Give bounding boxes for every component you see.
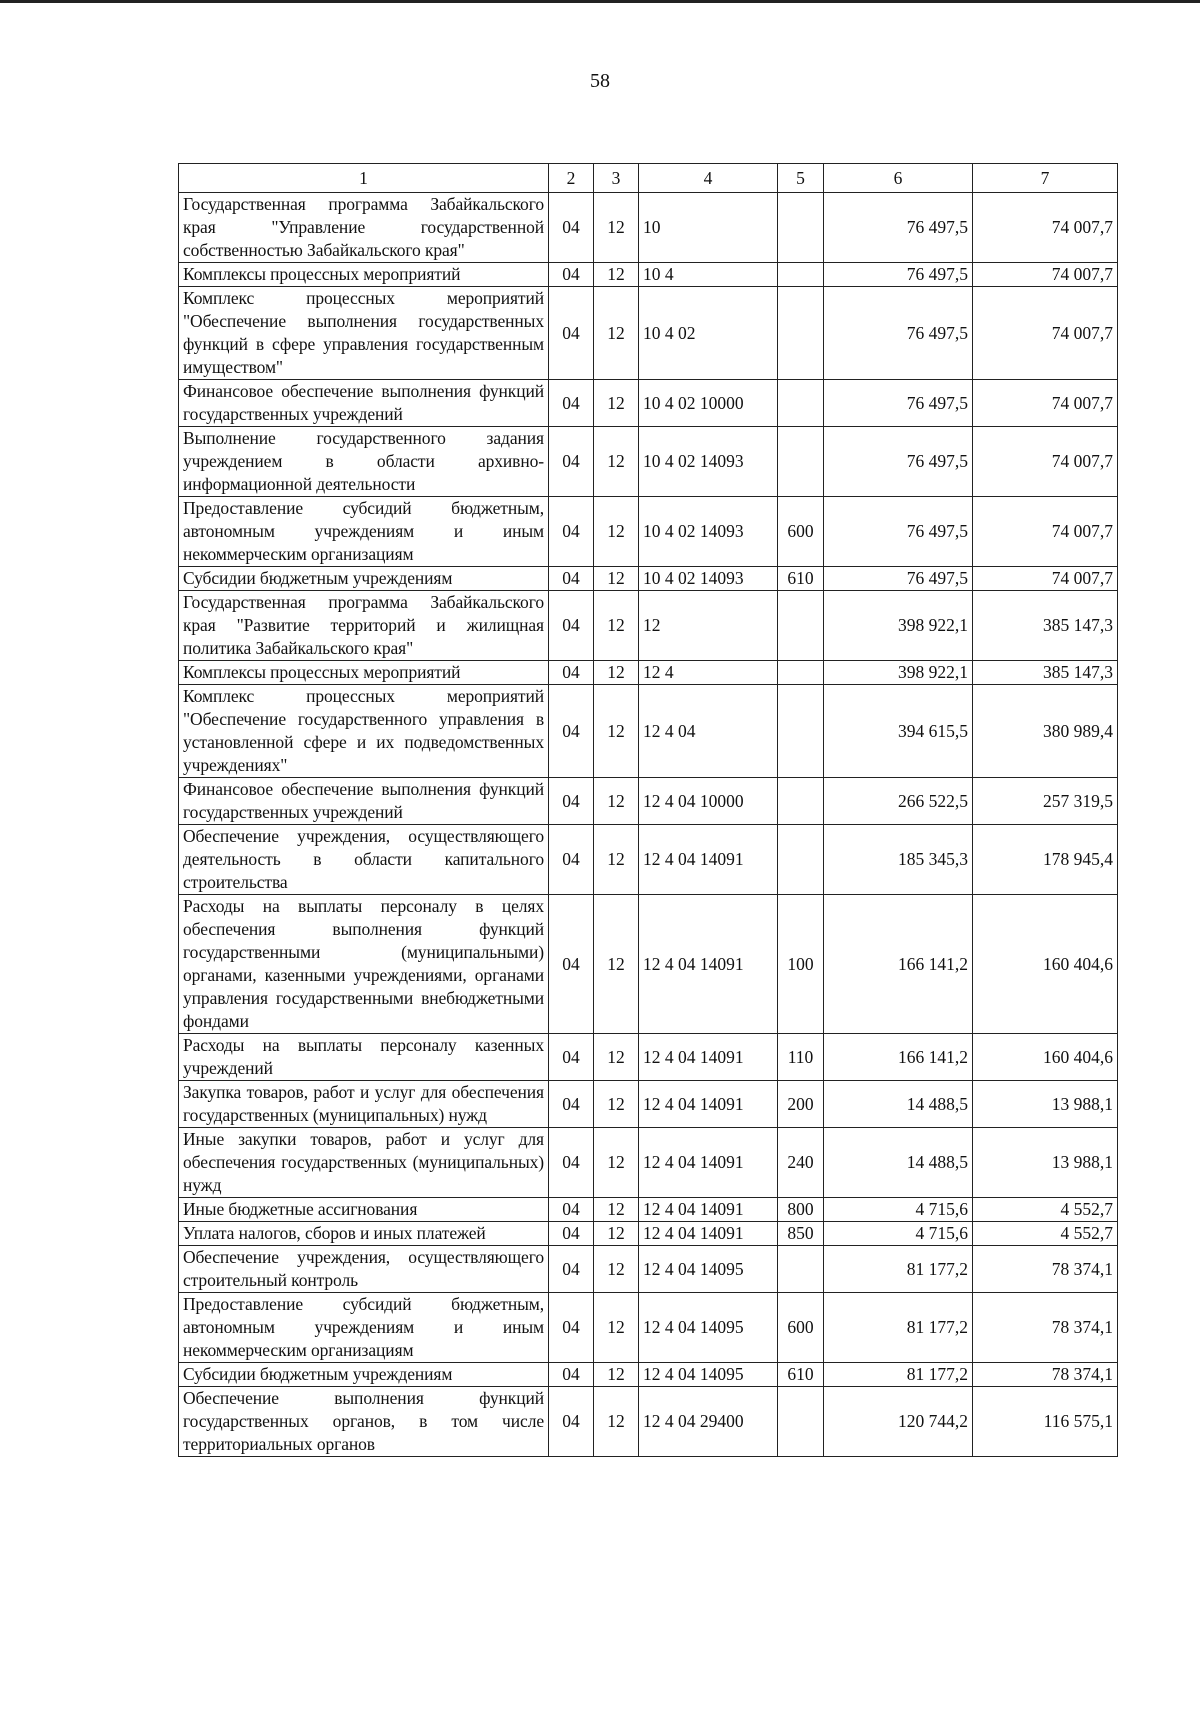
cell-name: Уплата налогов, сборов и иных платежей [179, 1222, 549, 1246]
table-row [179, 661, 1118, 685]
cell-amount-year2: 257 319,5 [973, 778, 1118, 825]
cell-amount-year1: 4 715,6 [824, 1198, 973, 1222]
table-row [179, 287, 1118, 380]
table-row [179, 1128, 1118, 1198]
cell-name: Государственная программа Забайкальского края "Развитие территорий и жилищная политика Забайкальского края" [179, 591, 549, 661]
cell-expense-type: 110 [778, 1034, 824, 1081]
cell-subsection: 12 [594, 1246, 639, 1293]
cell-section: 04 [549, 1034, 594, 1081]
cell-name: Иные закупки товаров, работ и услуг для обеспечения государственных (муниципальных) нужд [179, 1128, 549, 1198]
cell-amount-year1: 76 497,5 [824, 263, 973, 287]
cell-expense-type [778, 661, 824, 685]
table-row [179, 685, 1118, 778]
cell-subsection: 12 [594, 1293, 639, 1363]
cell-section: 04 [549, 778, 594, 825]
table-body [179, 193, 1118, 1457]
cell-section: 04 [549, 1293, 594, 1363]
cell-amount-year1: 76 497,5 [824, 380, 973, 427]
cell-subsection: 12 [594, 427, 639, 497]
cell-amount-year2: 4 552,7 [973, 1222, 1118, 1246]
cell-subsection: 12 [594, 778, 639, 825]
cell-subsection: 12 [594, 567, 639, 591]
cell-amount-year2: 74 007,7 [973, 427, 1118, 497]
cell-section: 04 [549, 1246, 594, 1293]
cell-amount-year1: 76 497,5 [824, 193, 973, 263]
table-row [179, 591, 1118, 661]
cell-name: Государственная программа Забайкальского края "Управление государственной собственностью Забайкальского края" [179, 193, 549, 263]
cell-subsection: 12 [594, 1387, 639, 1457]
cell-name: Субсидии бюджетным учреждениям [179, 1363, 549, 1387]
cell-amount-year2: 160 404,6 [973, 895, 1118, 1034]
cell-expense-type: 800 [778, 1198, 824, 1222]
cell-subsection: 12 [594, 661, 639, 685]
top-rule [0, 0, 1200, 3]
cell-section: 04 [549, 1387, 594, 1457]
cell-expense-type [778, 263, 824, 287]
cell-name: Комплексы процессных мероприятий [179, 263, 549, 287]
cell-subsection: 12 [594, 497, 639, 567]
cell-name: Субсидии бюджетным учреждениям [179, 567, 549, 591]
cell-subsection: 12 [594, 1034, 639, 1081]
cell-section: 04 [549, 591, 594, 661]
cell-section: 04 [549, 287, 594, 380]
cell-target-article: 12 4 04 29400 [639, 1387, 778, 1457]
cell-target-article: 12 4 04 14091 [639, 895, 778, 1034]
cell-section: 04 [549, 263, 594, 287]
cell-name: Расходы на выплаты персоналу казенных учреждений [179, 1034, 549, 1081]
budget-table [178, 163, 1118, 1457]
cell-target-article: 12 4 04 14095 [639, 1363, 778, 1387]
cell-subsection: 12 [594, 895, 639, 1034]
cell-section: 04 [549, 661, 594, 685]
cell-amount-year2: 74 007,7 [973, 193, 1118, 263]
cell-amount-year1: 398 922,1 [824, 591, 973, 661]
cell-expense-type: 100 [778, 895, 824, 1034]
cell-name: Иные бюджетные ассигнования [179, 1198, 549, 1222]
cell-expense-type: 200 [778, 1081, 824, 1128]
cell-subsection: 12 [594, 685, 639, 778]
cell-target-article: 12 4 04 14091 [639, 1081, 778, 1128]
cell-subsection: 12 [594, 287, 639, 380]
cell-target-article: 12 4 04 14091 [639, 1034, 778, 1081]
cell-expense-type: 610 [778, 567, 824, 591]
cell-target-article: 12 4 04 14091 [639, 1198, 778, 1222]
cell-amount-year1: 76 497,5 [824, 497, 973, 567]
cell-expense-type [778, 193, 824, 263]
cell-name: Комплекс процессных мероприятий "Обеспечение государственного управления в установленной сфере и их подведомственных учреждениях" [179, 685, 549, 778]
table-row [179, 263, 1118, 287]
table-row [179, 1246, 1118, 1293]
cell-amount-year2: 13 988,1 [973, 1128, 1118, 1198]
cell-name: Предоставление субсидий бюджетным, автономным учреждениям и иным некоммерческим организациям [179, 1293, 549, 1363]
cell-section: 04 [549, 1128, 594, 1198]
cell-target-article: 12 4 04 [639, 685, 778, 778]
cell-amount-year2: 78 374,1 [973, 1246, 1118, 1293]
cell-name: Комплекс процессных мероприятий "Обеспечение выполнения государственных функций в сфере управления государственным имуществом" [179, 287, 549, 380]
header-col-2: 2 [549, 164, 594, 193]
cell-section: 04 [549, 1222, 594, 1246]
table-row [179, 1198, 1118, 1222]
cell-name: Обеспечение учреждения, осуществляющего деятельность в области капитального строительства [179, 825, 549, 895]
cell-amount-year2: 4 552,7 [973, 1198, 1118, 1222]
cell-amount-year1: 76 497,5 [824, 287, 973, 380]
cell-amount-year2: 13 988,1 [973, 1081, 1118, 1128]
table-row [179, 1363, 1118, 1387]
table-row [179, 895, 1118, 1034]
cell-amount-year2: 385 147,3 [973, 661, 1118, 685]
cell-target-article: 10 4 02 10000 [639, 380, 778, 427]
table-row [179, 1387, 1118, 1457]
cell-amount-year2: 160 404,6 [973, 1034, 1118, 1081]
cell-subsection: 12 [594, 263, 639, 287]
cell-expense-type: 240 [778, 1128, 824, 1198]
cell-section: 04 [549, 895, 594, 1034]
table-row [179, 193, 1118, 263]
cell-section: 04 [549, 497, 594, 567]
cell-subsection: 12 [594, 825, 639, 895]
table-header [179, 164, 1118, 193]
cell-expense-type [778, 427, 824, 497]
cell-amount-year2: 74 007,7 [973, 567, 1118, 591]
cell-name: Расходы на выплаты персоналу в целях обеспечения выполнения функций государственными (муниципальными) органами, казенными учреждениями, органами управления государственными внебюджетными фондами [179, 895, 549, 1034]
cell-expense-type [778, 1246, 824, 1293]
cell-expense-type: 600 [778, 1293, 824, 1363]
cell-target-article: 12 4 04 14091 [639, 1222, 778, 1246]
cell-amount-year1: 81 177,2 [824, 1246, 973, 1293]
cell-section: 04 [549, 193, 594, 263]
cell-amount-year2: 74 007,7 [973, 263, 1118, 287]
cell-target-article: 10 4 02 14093 [639, 497, 778, 567]
cell-amount-year1: 81 177,2 [824, 1363, 973, 1387]
cell-expense-type [778, 778, 824, 825]
cell-expense-type [778, 825, 824, 895]
cell-amount-year1: 398 922,1 [824, 661, 973, 685]
cell-subsection: 12 [594, 193, 639, 263]
cell-name: Выполнение государственного задания учреждением в области архивно-информационной деятельности [179, 427, 549, 497]
cell-subsection: 12 [594, 1363, 639, 1387]
cell-target-article: 12 4 04 14095 [639, 1246, 778, 1293]
cell-amount-year2: 116 575,1 [973, 1387, 1118, 1457]
header-col-3: 3 [594, 164, 639, 193]
cell-subsection: 12 [594, 1128, 639, 1198]
cell-target-article: 10 4 02 14093 [639, 427, 778, 497]
cell-subsection: 12 [594, 1198, 639, 1222]
header-col-1: 1 [179, 164, 549, 193]
cell-name: Комплексы процессных мероприятий [179, 661, 549, 685]
cell-amount-year2: 74 007,7 [973, 380, 1118, 427]
cell-amount-year2: 78 374,1 [973, 1363, 1118, 1387]
cell-expense-type: 600 [778, 497, 824, 567]
cell-section: 04 [549, 380, 594, 427]
cell-section: 04 [549, 567, 594, 591]
cell-expense-type [778, 685, 824, 778]
cell-section: 04 [549, 685, 594, 778]
cell-amount-year1: 394 615,5 [824, 685, 973, 778]
cell-target-article: 10 4 [639, 263, 778, 287]
cell-amount-year2: 380 989,4 [973, 685, 1118, 778]
header-row [179, 164, 1118, 193]
cell-target-article: 10 4 02 [639, 287, 778, 380]
cell-name: Обеспечение учреждения, осуществляющего строительный контроль [179, 1246, 549, 1293]
table-row [179, 497, 1118, 567]
cell-expense-type [778, 1387, 824, 1457]
cell-amount-year1: 14 488,5 [824, 1128, 973, 1198]
page-number: 58 [590, 70, 610, 92]
cell-expense-type [778, 380, 824, 427]
cell-amount-year1: 76 497,5 [824, 567, 973, 591]
cell-amount-year2: 74 007,7 [973, 287, 1118, 380]
cell-section: 04 [549, 825, 594, 895]
cell-section: 04 [549, 1198, 594, 1222]
cell-amount-year1: 166 141,2 [824, 895, 973, 1034]
cell-amount-year2: 385 147,3 [973, 591, 1118, 661]
cell-expense-type [778, 287, 824, 380]
cell-expense-type [778, 591, 824, 661]
cell-target-article: 12 4 04 14095 [639, 1293, 778, 1363]
header-col-4: 4 [639, 164, 778, 193]
cell-target-article: 12 4 04 14091 [639, 825, 778, 895]
cell-amount-year1: 266 522,5 [824, 778, 973, 825]
cell-amount-year1: 4 715,6 [824, 1222, 973, 1246]
table-row [179, 1222, 1118, 1246]
cell-subsection: 12 [594, 1081, 639, 1128]
cell-name: Финансовое обеспечение выполнения функций государственных учреждений [179, 778, 549, 825]
table-row [179, 1081, 1118, 1128]
table-row [179, 380, 1118, 427]
cell-section: 04 [549, 1363, 594, 1387]
header-col-7: 7 [973, 164, 1118, 193]
cell-amount-year2: 74 007,7 [973, 497, 1118, 567]
table-row [179, 1293, 1118, 1363]
cell-amount-year1: 76 497,5 [824, 427, 973, 497]
cell-name: Предоставление субсидий бюджетным, автономным учреждениям и иным некоммерческим организациям [179, 497, 549, 567]
cell-target-article: 12 4 04 10000 [639, 778, 778, 825]
table-row [179, 567, 1118, 591]
cell-target-article: 10 [639, 193, 778, 263]
cell-amount-year1: 185 345,3 [824, 825, 973, 895]
cell-target-article: 10 4 02 14093 [639, 567, 778, 591]
cell-expense-type: 850 [778, 1222, 824, 1246]
cell-amount-year1: 120 744,2 [824, 1387, 973, 1457]
cell-amount-year1: 14 488,5 [824, 1081, 973, 1128]
cell-amount-year2: 178 945,4 [973, 825, 1118, 895]
cell-amount-year2: 78 374,1 [973, 1293, 1118, 1363]
table-row [179, 825, 1118, 895]
table-row [179, 1034, 1118, 1081]
cell-name: Закупка товаров, работ и услуг для обеспечения государственных (муниципальных) нужд [179, 1081, 549, 1128]
cell-name: Обеспечение выполнения функций государственных органов, в том числе территориальных органов [179, 1387, 549, 1457]
cell-subsection: 12 [594, 1222, 639, 1246]
table-row [179, 427, 1118, 497]
cell-amount-year1: 166 141,2 [824, 1034, 973, 1081]
cell-amount-year1: 81 177,2 [824, 1293, 973, 1363]
cell-name: Финансовое обеспечение выполнения функций государственных учреждений [179, 380, 549, 427]
cell-section: 04 [549, 427, 594, 497]
cell-subsection: 12 [594, 591, 639, 661]
header-col-6: 6 [824, 164, 973, 193]
cell-section: 04 [549, 1081, 594, 1128]
table-row [179, 778, 1118, 825]
cell-target-article: 12 4 04 14091 [639, 1128, 778, 1198]
cell-target-article: 12 4 [639, 661, 778, 685]
header-col-5: 5 [778, 164, 824, 193]
cell-expense-type: 610 [778, 1363, 824, 1387]
cell-target-article: 12 [639, 591, 778, 661]
cell-subsection: 12 [594, 380, 639, 427]
